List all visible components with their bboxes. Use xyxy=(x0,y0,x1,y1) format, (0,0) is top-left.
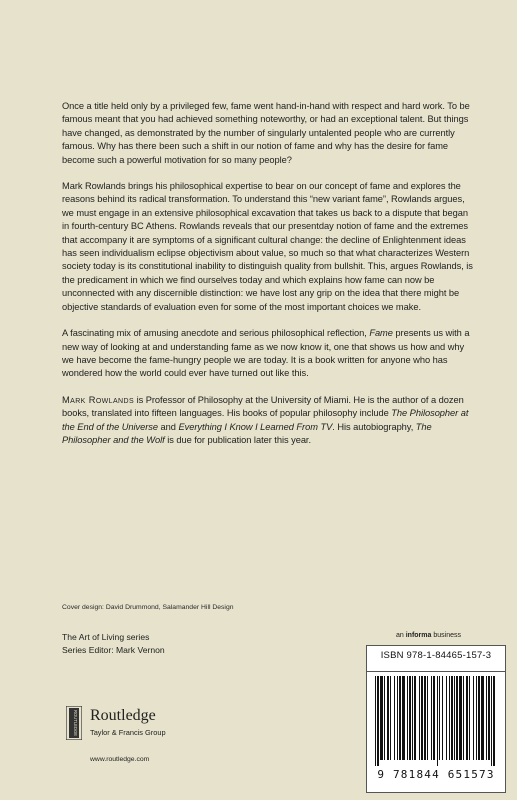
routledge-spine-icon xyxy=(66,706,82,740)
blurb-p3-start: A fascinating mix of amusing anecdote and serious philosophical reflection, xyxy=(62,328,370,339)
isbn-label: ISBN 978-1-84465-157-3 xyxy=(380,650,492,661)
publisher-website: www.routledge.com xyxy=(90,756,150,763)
bio-book-2: Everything I Know I Learned From TV xyxy=(178,421,333,432)
series-name: The Art of Living series xyxy=(62,632,150,642)
barcode-icon xyxy=(373,676,499,766)
publisher-name: Routledge xyxy=(90,707,156,724)
barcode-digits: 9 781844 651573 xyxy=(377,768,495,781)
blurb-paragraph-1: Once a title held only by a privileged few, fame went hand-in-hand with respect and hard work. To be famous meant that you had achieved something noteworthy, or had an exceptional talent. But things have changed, as demonstrated by the number of singularly untalented people who are currently famous. Why has there been such a shift in our notion of fame and why has the desire for fame become such a powerful motivation for so many people? xyxy=(62,101,470,165)
informa-business-label: an informa business xyxy=(396,632,461,639)
bio-book-1: The Philosopher at the End of the Universe xyxy=(62,408,469,432)
series-editor: Series Editor: Mark Vernon xyxy=(62,645,165,655)
publisher-group: Taylor & Francis Group xyxy=(90,728,166,737)
informa-brand: informa xyxy=(405,632,432,639)
blurb-p3-end: presents us with a new way of looking at and understanding fame as we now know it, one that shows us how and why we have become the fame-hungry people we are today. It is a book written for anyone who has wondered how the world could ever have turned out like this. xyxy=(62,328,470,379)
blurb-paragraph-2: Mark Rowlands brings his philosophical expertise to bear on our concept of fame and explores the reasons behind its radical transformation. To understand this “new variant fame”, Rowlands argues, we must engage in an extensive philosophical excavation that takes us back to a dispute that began in fourth-century BC Athens. Rowlands reveals that our presentday notion of fame and the extremes that accompany it are symptoms of a significant cultural change: the decline of Enlightenment ideas has seen individualism eclipse objectivism about value, so much so that what characterizes Western society today is its constitutional inability to distinguish quality from bullshit. This, argues Rowlands, is the predicament in which we find ourselves today and which explains how fame can now be unconnected with any discernible distinction: we have lost any grip on the idea that there might be objective standards of evaluation even for some of the most important choices we make. xyxy=(62,181,473,312)
bio-part-b: . His autobiography, xyxy=(332,421,416,432)
spine-mark-text: ROUTLEDGE xyxy=(73,709,78,737)
bio-part-a: is Professor of Philosophy at the University of Miami. He is the author of a dozen books, translated into fifteen languages. His books of popular philosophy include xyxy=(62,394,464,419)
author-name: Mark Rowlands xyxy=(62,394,135,405)
series-info xyxy=(62,631,165,657)
bio-part-c: is due for publication later this year. xyxy=(164,434,312,445)
isbn-barcode-box xyxy=(366,645,506,793)
blurb-paragraph-3 xyxy=(62,327,477,381)
cover-design-credit: Cover design: David Drummond, Salamander Hill Design xyxy=(62,604,234,611)
blurb-text xyxy=(62,100,477,460)
isbn-divider xyxy=(367,671,505,672)
book-title-fame: Fame xyxy=(369,328,393,339)
bio-and: and xyxy=(158,421,179,432)
bio-book-3: The Philosopher and the Wolf xyxy=(62,421,432,445)
author-bio xyxy=(62,394,477,448)
